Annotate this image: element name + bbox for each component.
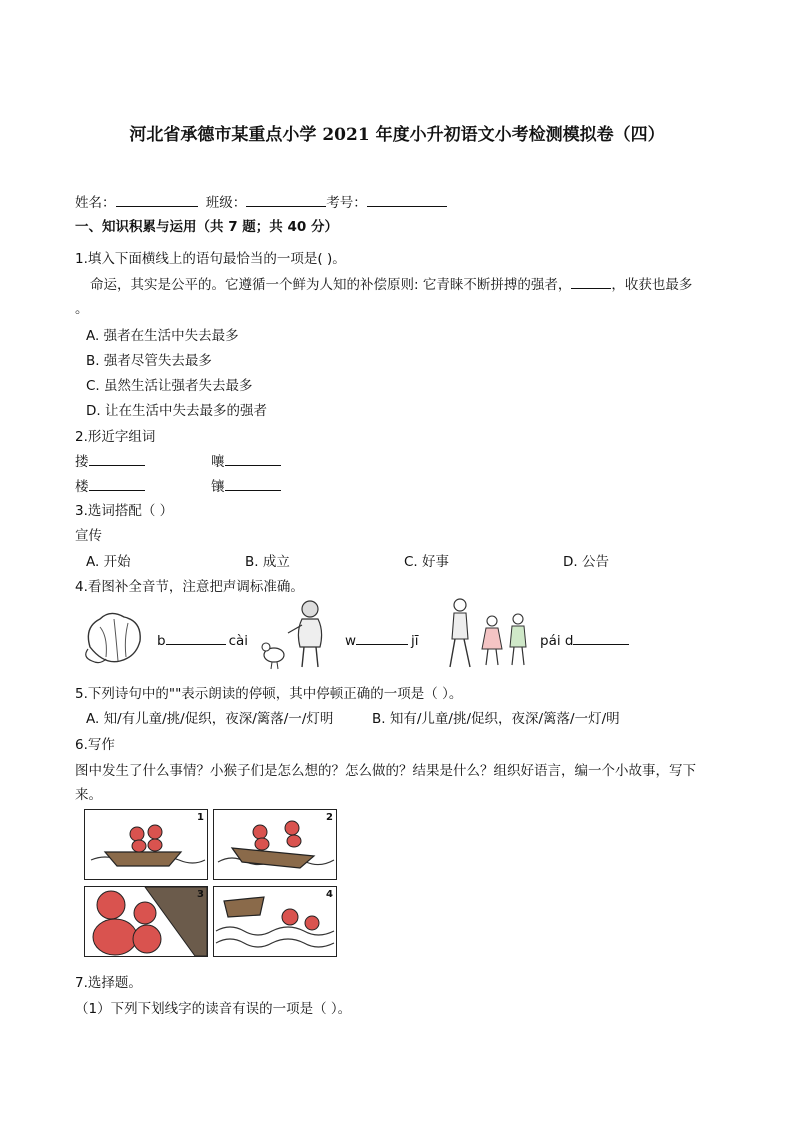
name-field[interactable] (116, 192, 198, 207)
section-heading: 一、知识积累与运用（共 7 题；共 40 分） (75, 219, 338, 235)
passage-period: 。 (75, 301, 89, 317)
question-3-word: 宣传 (75, 528, 102, 544)
question-3-option-b[interactable]: B. 成立 (245, 554, 290, 570)
answer-blank[interactable] (89, 451, 145, 466)
word-item: 楼 (75, 475, 145, 495)
passage-blank (571, 274, 611, 289)
comic-panel-3 (84, 886, 208, 957)
grandma-feeding-chicken-icon (258, 597, 338, 672)
question-3-stem: 3.选词搭配（ ） (75, 503, 174, 519)
pinyin-item-2: w jī (345, 630, 419, 649)
panel-number: 4 (326, 889, 333, 900)
monkeys-rocking-boat-icon (214, 810, 336, 879)
question-7-sub-1: （1）下列下划线字的读音有误的一项是（ ）。 (75, 1001, 352, 1017)
pinyin-blank[interactable] (356, 630, 408, 645)
passage-text: 命运，其实是公平的。它遵循一个鲜为人知的补偿原则: 它青睐不断拼搏的强者， (90, 277, 572, 293)
exam-number-label: 考号： (326, 195, 367, 211)
question-3-option-c[interactable]: C. 好事 (404, 554, 450, 570)
question-1-stem: 1.填入下面横线上的语句最恰当的一项是( )。 (75, 251, 346, 267)
question-5-option-a[interactable]: A. 知/有儿童/挑/促织，夜深/篱落/一/灯明 (86, 711, 334, 727)
pinyin-blank[interactable] (573, 630, 629, 645)
cabbage-icon (80, 607, 152, 667)
monkeys-in-boat-icon (85, 810, 207, 879)
question-1-option-a[interactable]: A. 强者在生活中失去最多 (86, 328, 239, 344)
question-5-stem: 5.下列诗句中的""表示朗读的停顿，其中停顿正确的一项是（ ）。 (75, 686, 463, 702)
question-5-option-b[interactable]: B. 知有/儿童/挑/促织，夜深/篱落/一灯/明 (372, 711, 620, 727)
question-3-option-d[interactable]: D. 公告 (563, 554, 609, 570)
class-field[interactable] (246, 192, 326, 207)
question-3-option-a[interactable]: A. 开始 (86, 554, 131, 570)
answer-blank[interactable] (225, 451, 281, 466)
answer-blank[interactable] (89, 476, 145, 491)
question-6-stem: 6.写作 (75, 737, 115, 753)
class-label: 班级： (205, 195, 247, 211)
comic-panel-1 (84, 809, 208, 880)
question-7-stem: 7.选择题。 (75, 975, 142, 991)
monkeys-overturned-boat-icon (214, 887, 336, 956)
panel-number: 2 (326, 812, 333, 823)
question-1-option-d[interactable]: D. 让在生活中失去最多的强者 (86, 403, 267, 419)
exam-number-field[interactable] (367, 192, 447, 207)
writing-prompt-end: 来。 (75, 787, 102, 803)
writing-prompt: 图中发生了什么事情？小猴子们是怎么想的？怎么做的？结果是什么？组织好语言，编一个小故事，写下 (75, 763, 696, 779)
word-item: 嚷 (211, 450, 281, 470)
question-4-stem: 4.看图补全音节，注意把声调标准确。 (75, 579, 304, 595)
word-item: 搂 (75, 450, 145, 470)
word-item: 镶 (211, 475, 281, 495)
panel-number: 1 (197, 812, 204, 823)
page-title: 河北省承德市某重点小学 2021 年度小升初语文小考检测模拟卷（四） (129, 125, 665, 145)
answer-blank[interactable] (225, 476, 281, 491)
panel-number: 3 (197, 889, 204, 900)
pinyin-blank[interactable] (166, 630, 226, 645)
monkeys-closeup-icon (85, 887, 207, 956)
comic-panel-4 (213, 886, 337, 957)
name-label: 姓名： (75, 195, 116, 211)
pinyin-item-1: b cài (157, 630, 248, 649)
question-2-stem: 2.形近字组词 (75, 429, 156, 445)
passage-text-end: ，收获也最多 (611, 277, 693, 293)
comic-panel-2 (213, 809, 337, 880)
student-info-line (75, 191, 447, 211)
pinyin-item-3: pái d (540, 630, 629, 649)
question-1-passage (90, 273, 692, 293)
question-1-option-b[interactable]: B. 强者尽管失去最多 (86, 353, 212, 369)
children-in-line-icon (442, 595, 534, 673)
question-1-option-c[interactable]: C. 虽然生活让强者失去最多 (86, 378, 253, 394)
